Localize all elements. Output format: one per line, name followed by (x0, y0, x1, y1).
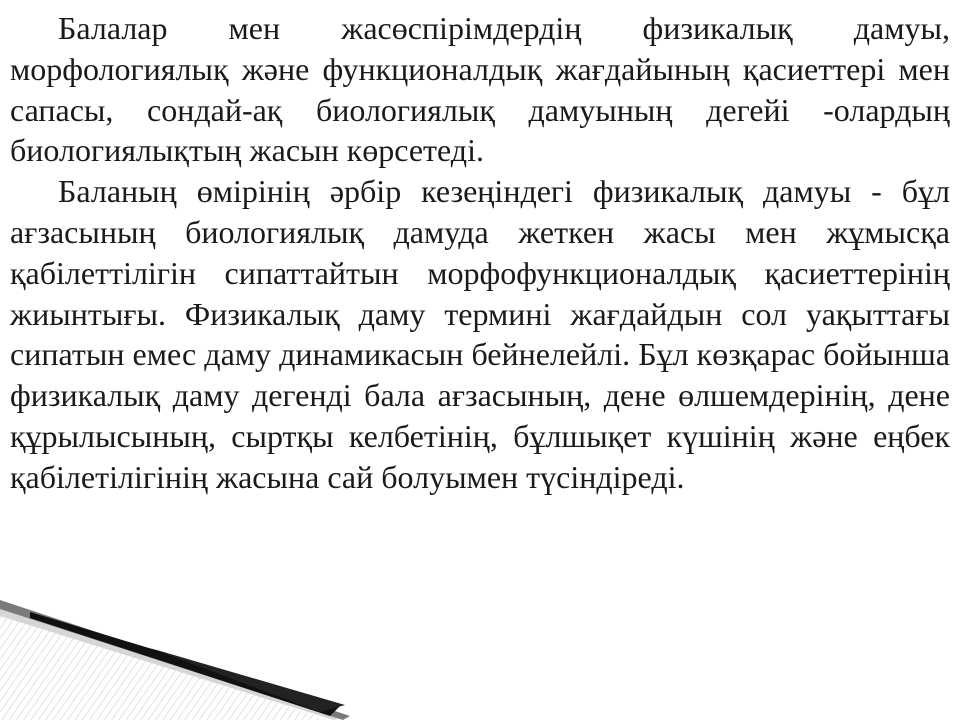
dark-wedge (150, 648, 345, 712)
hatched-band (0, 612, 330, 720)
mid-stripe (0, 600, 350, 720)
dark-stripe (30, 612, 340, 716)
body-text (10, 8, 950, 498)
paragraph-1: Балалар мен жасөспірімдердің физикалық дамуы, морфологиялық және функционалдық жағдайының қасиеттері мен сапасы, сондай-ақ биологиялық дамуының дегейі -олардың биологиялықтың жасын көрсетеді. (10, 10, 950, 169)
paragraph-2: Баланың өмірінің әрбір кезеңіндегі физикалық дамуы - бұл ағзасының биологиялық дамуда жеткен жасы мен жұмысқа қабілеттілігін сипаттайтын морфофункционалдық қасиеттерінің жиынтығы. Физикалық даму термині жағдайдын сол уақыттағы сипатын емес даму динамикасын бейнелейлі. Бұл көзқарас бойынша физикалық даму дегенді бала ағзасының, дене өлшемдерінің, дене құрылысының, сыртқы келбетінің, бұлшықет күшінің және еңбек қабілетілігінің жасына сай болуымен түсіндіреді. (10, 173, 950, 495)
light-stripe (0, 605, 340, 720)
